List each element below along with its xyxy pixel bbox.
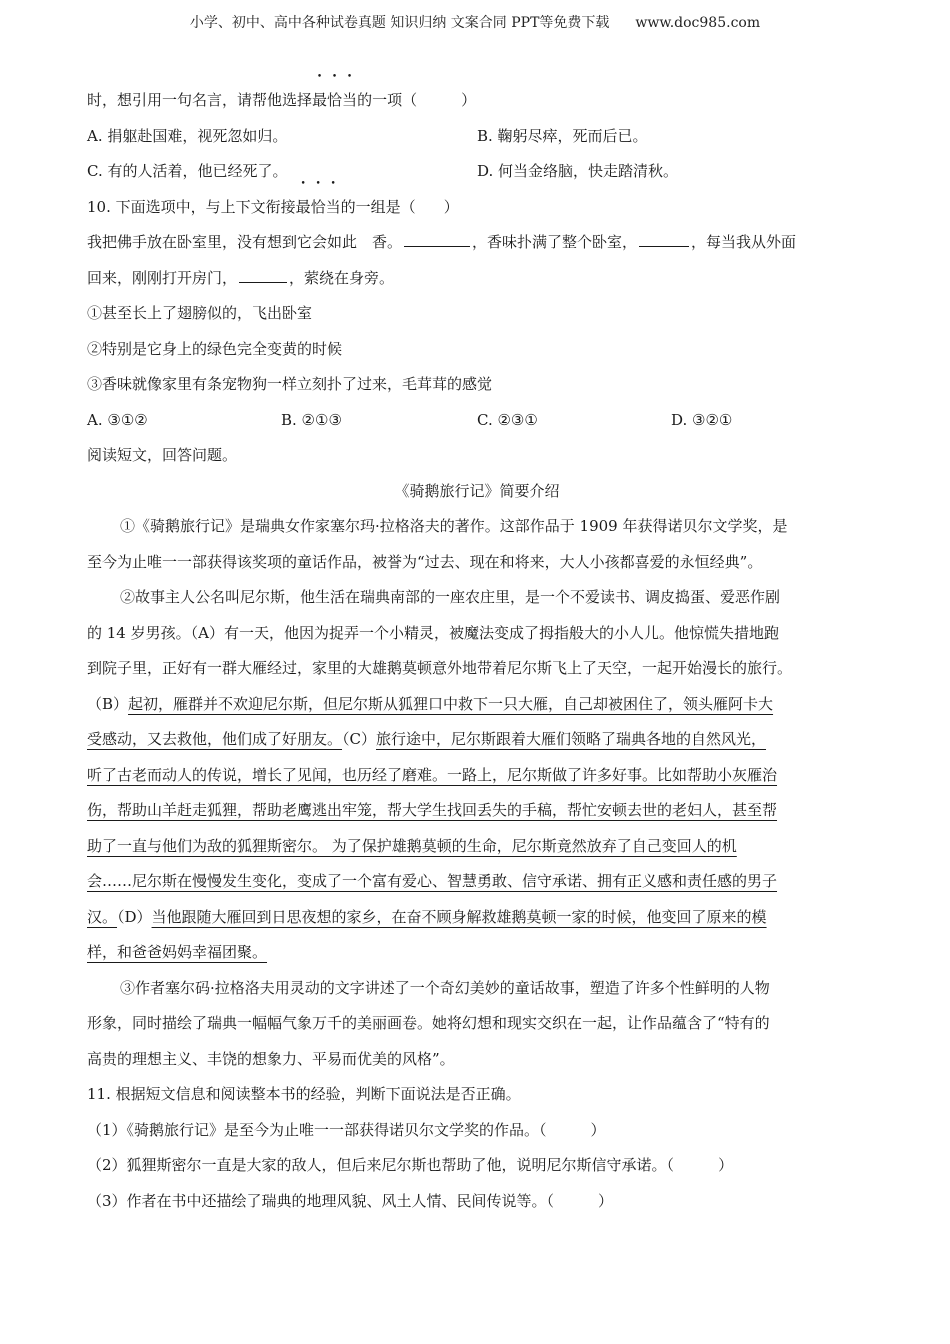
emphasis-char: 当: [342, 91, 358, 109]
para2-line: [87, 761, 867, 797]
q11-item-3: （3）作者在书中还描绘了瑞典的地理风貌、风土人情、民间传说等。（ ）: [87, 1191, 614, 1210]
q10-stem: 10. 下面选项中，与上下文衔接最恰当的一组是（ ）: [87, 193, 867, 229]
q10-item-1: ①甚至长上了翅膀似的，飞出卧室: [87, 304, 313, 322]
answer-blank[interactable]: [639, 228, 689, 247]
para2-line: [87, 903, 867, 939]
underlined-text: 听了古老而动人的传说，增长了见闻，也历经了磨难。一路上，尼尔斯做了许多好事。比如帮助小灰雁治: [87, 765, 778, 784]
para2-line: [87, 938, 867, 974]
para2-line: [87, 796, 867, 832]
emphasis-char: 最: [312, 91, 328, 109]
underlined-text: 样，和爸爸妈妈幸福团聚。: [87, 943, 268, 961]
q10-item-2: ②特别是它身上的绿色完全变黄的时候: [87, 339, 343, 358]
exam-page: [87, 86, 867, 1222]
underlined-text: 旅行途中，尼尔斯跟着大雁们领略了瑞典各地的自然风光，: [376, 730, 767, 748]
q9-option-c[interactable]: C. 有的人活着，他已经死了。: [87, 162, 288, 180]
q9-options-row-1: [87, 122, 867, 158]
emphasis-char: 最: [295, 197, 311, 216]
para2-line: [87, 725, 867, 761]
header-text: 小学、初中、高中各种试卷真题 知识归纳 文案合同 PPT等免费下载: [189, 15, 610, 31]
q10-option-b[interactable]: B. ②①③: [281, 410, 342, 429]
q11-stem: 11. 根据短文信息和阅读整本书的经验，判断下面说法是否正确。: [87, 1085, 521, 1103]
page-header: [0, 12, 950, 32]
q10-option-c[interactable]: C. ②③①: [477, 410, 538, 429]
underlined-text: 受感动，又去救他，他们成了好朋友。: [87, 730, 343, 748]
q11-item-1: （1）《骑鹅旅行记》是至今为止唯一一部获得诺贝尔文学奖的作品。（ ）: [87, 1120, 606, 1139]
underlined-text: 伤，帮助山羊赶走狐狸，帮助老鹰逃出牢笼，帮大学生找回丢失的手稿，帮忙安顿去世的老妇人，甚至帮: [87, 801, 778, 819]
para3-line: ③作者塞尔码·拉格洛夫用灵动的文字讲述了一个奇幻美妙的童话故事，塑造了许多个性鲜明的人物: [120, 978, 770, 997]
para3-line: 形象，同时描绘了瑞典一幅幅气象万千的美丽画卷。她将幻想和现实交织在一起，让作品蕴含了“特有的: [87, 1014, 770, 1032]
q10-option-d[interactable]: D. ③②①: [671, 410, 733, 429]
marker-d: （D）: [117, 907, 152, 926]
para2-line: ②故事主人公名叫尼尔斯，他生活在瑞典南部的一座农庄里，是一个不爱读书、调皮捣蛋、爱恶作剧: [120, 588, 781, 606]
underlined-text: 会……尼尔斯在慢慢发生变化，变成了一个富有爱心、智慧勇敢、信守承诺、拥有正义感和责任感的男子: [87, 872, 778, 890]
underlined-text: 起初，雁群并不欢迎尼尔斯，但尼尔斯从狐狸口中救下一只大雁，自己却被困住了，领头雁阿卡大: [128, 694, 774, 713]
header-site-link[interactable]: www.doc985.com: [635, 15, 761, 31]
para1-line: 至今为止唯一一部获得该奖项的童话作品，被誉为“过去、现在和将来，大人小孩都喜爱的永恒经典”。: [87, 552, 763, 571]
para2-line: [87, 690, 867, 726]
q10-option-a[interactable]: A. ③①②: [87, 410, 148, 429]
marker-b: （B）: [87, 694, 129, 713]
q9-option-a[interactable]: A. 捐躯赴国难，视死忽如归。: [87, 126, 288, 145]
para3-line: 高贵的理想主义、丰饶的想象力、平易而优美的风格”。: [87, 1049, 455, 1068]
q10-item-3: ③香味就像家里有条宠物狗一样立刻扑了过来，毛茸茸的感觉: [87, 375, 493, 393]
para2-line: 的 14 岁男孩。（A）有一天，他因为捉弄一个小精灵，被魔法变成了拇指般大的小人儿。他惊慌失措地跑: [87, 623, 779, 642]
q9-option-d[interactable]: D. 何当金络脑，快走踏清秋。: [477, 162, 679, 180]
para2-line: 到院子里，正好有一群大雁经过，家里的大雄鹅莫顿意外地带着尼尔斯飞上了天空，一起开始漫长的旅行。: [87, 659, 793, 677]
q10-passage-line-2: 回来，刚刚打开房门， ，萦绕在身旁。: [87, 264, 867, 300]
emphasis-char: 恰: [327, 91, 343, 109]
q10-passage-line-1: 我把佛手放在卧室里，没有想到它会如此 香。 ，香味扑满了整个卧室， ，每当我从外面: [87, 228, 867, 264]
para1-line: ①《骑鹅旅行记》是瑞典女作家塞尔玛·拉格洛夫的著作。这部作品于 1909 年获得诺贝尔文学奖，是: [120, 517, 788, 535]
para2-line: [87, 867, 867, 903]
answer-blank[interactable]: [404, 228, 470, 247]
q9-option-b[interactable]: B. 鞠躬尽瘁，死而后已。: [477, 126, 648, 145]
para2-line: [87, 832, 867, 868]
answer-blank[interactable]: [239, 264, 287, 283]
q9-stem: 时，想引用一句名言，请帮他选择最恰当的一项（ ）: [87, 86, 867, 122]
underlined-text: 汉。: [87, 907, 118, 926]
reading-title: 《骑鹅旅行记》简要介绍: [394, 481, 560, 500]
q9-options-row-2: [87, 157, 867, 193]
q11-item-2: （2）狐狸斯密尔一直是大家的敌人，但后来尼尔斯也帮助了他，说明尼尔斯信守承诺。（ ）: [87, 1156, 734, 1174]
q10-options: [87, 406, 867, 442]
underlined-text: 当他跟随大雁回到日思夜想的家乡，在奋不顾身解救雄鹅莫顿一家的时候，他变回了原来的模: [151, 907, 767, 926]
emphasis-char: 恰: [310, 197, 326, 216]
marker-c: （C）: [342, 730, 376, 748]
reading-instruction: 阅读短文，回答问题。: [87, 446, 238, 464]
emphasis-char: 当: [325, 197, 341, 216]
underlined-text: 助了一直与他们为敌的狐狸斯密尔。 为了保护雄鹅莫顿的生命，尼尔斯竟然放弃了自己变回人的机: [87, 836, 737, 855]
